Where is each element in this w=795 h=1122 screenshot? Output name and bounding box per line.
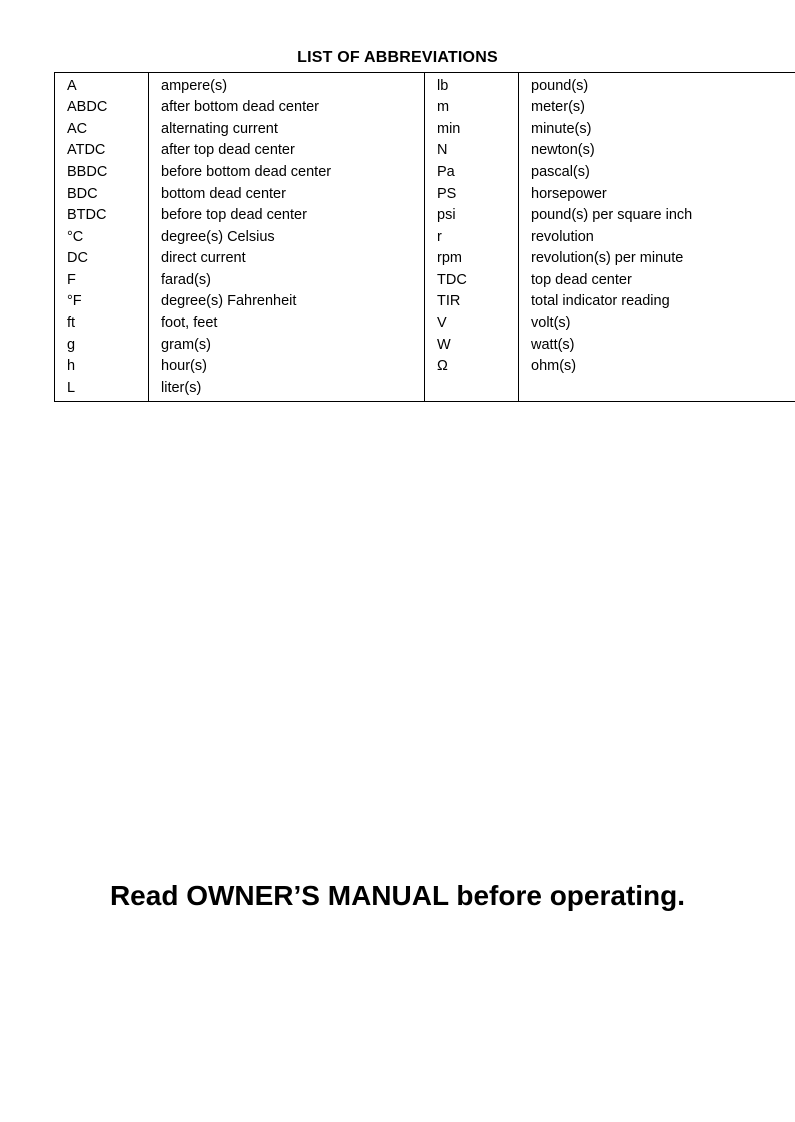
- definition-left: bottom dead center: [149, 183, 425, 205]
- abbreviation-right: V: [425, 313, 519, 335]
- page-title: LIST OF ABBREVIATIONS: [297, 49, 498, 66]
- definition-left: alternating current: [149, 118, 425, 140]
- definition-right: meter(s): [531, 99, 585, 116]
- table-row: [55, 205, 795, 227]
- definition-left: degree(s) Celsius: [149, 226, 425, 248]
- abbreviation-right: Pa: [425, 161, 519, 183]
- table-row: [55, 140, 795, 162]
- definition-left: after bottom dead center: [149, 97, 425, 119]
- abbreviation-right: TDC: [425, 269, 519, 291]
- definition-left: direct current: [149, 248, 425, 270]
- definition-left: foot, feet: [149, 313, 425, 335]
- definition-left: before top dead center: [149, 205, 425, 227]
- abbreviation-left: DC: [55, 248, 149, 270]
- table-row: [55, 118, 795, 140]
- definition-right: newton(s): [531, 142, 595, 159]
- table-row: [55, 334, 795, 356]
- abbreviation-right: rpm: [425, 248, 519, 270]
- definition-right: minute(s): [531, 120, 592, 137]
- table-row: [55, 97, 795, 119]
- definition-right: top dead center: [531, 271, 632, 288]
- definition-left: before bottom dead center: [149, 161, 425, 183]
- abbreviations-table: [54, 72, 795, 402]
- abbreviation-left: BBDC: [55, 161, 149, 183]
- abbreviation-right: [425, 377, 519, 401]
- abbreviation-right: lb: [425, 73, 519, 97]
- abbreviation-right: psi: [425, 205, 519, 227]
- table-row: [55, 313, 795, 335]
- definition-right: pound(s): [531, 77, 589, 94]
- table-row: [55, 356, 795, 378]
- table-row: [55, 226, 795, 248]
- abbreviation-left: h: [55, 356, 149, 378]
- abbreviation-left: F: [55, 269, 149, 291]
- definition-right: ohm(s): [531, 358, 577, 375]
- definition-right: watt(s): [531, 336, 575, 353]
- definition-left: after top dead center: [149, 140, 425, 162]
- abbreviation-right: TIR: [425, 291, 519, 313]
- table-row: [55, 183, 795, 205]
- abbreviation-left: °F: [55, 291, 149, 313]
- abbreviation-right: r: [425, 226, 519, 248]
- definition-left: degree(s) Fahrenheit: [149, 291, 425, 313]
- definition-left: liter(s): [149, 377, 425, 401]
- definition-right: revolution: [531, 228, 594, 245]
- abbreviation-left: g: [55, 334, 149, 356]
- owner-manual-notice: Read OWNER’S MANUAL before operating.: [109, 880, 686, 911]
- abbreviation-right: min: [425, 118, 519, 140]
- abbreviation-left: AC: [55, 118, 149, 140]
- abbreviation-right: Ω: [425, 356, 519, 378]
- table-row: [55, 73, 795, 97]
- definition-right: total indicator reading: [531, 293, 670, 310]
- table-row: [55, 269, 795, 291]
- abbreviation-left: ABDC: [55, 97, 149, 119]
- abbreviations-table-body: [55, 73, 795, 402]
- abbreviation-left: °C: [55, 226, 149, 248]
- abbreviation-left: BDC: [55, 183, 149, 205]
- abbreviation-left: BTDC: [55, 205, 149, 227]
- table-row: [55, 248, 795, 270]
- abbreviation-right: W: [425, 334, 519, 356]
- abbreviation-right: N: [425, 140, 519, 162]
- abbreviation-left: ATDC: [55, 140, 149, 162]
- abbreviation-right: m: [425, 97, 519, 119]
- abbreviation-left: L: [55, 377, 149, 401]
- definition-right: [519, 377, 795, 401]
- definition-left: ampere(s): [149, 73, 425, 97]
- definition-right: revolution(s) per minute: [531, 250, 684, 267]
- table-row: [55, 291, 795, 313]
- definition-left: gram(s): [149, 334, 425, 356]
- definition-left: hour(s): [149, 356, 425, 378]
- definition-left: farad(s): [149, 269, 425, 291]
- definition-right: pound(s) per square inch: [531, 207, 693, 224]
- definition-right: volt(s): [531, 315, 571, 332]
- abbreviation-left: A: [55, 73, 149, 97]
- abbreviation-left: ft: [55, 313, 149, 335]
- definition-right: pascal(s): [531, 163, 590, 180]
- definition-right: horsepower: [531, 185, 607, 202]
- table-row: [55, 377, 795, 401]
- table-row: [55, 161, 795, 183]
- abbreviation-right: PS: [425, 183, 519, 205]
